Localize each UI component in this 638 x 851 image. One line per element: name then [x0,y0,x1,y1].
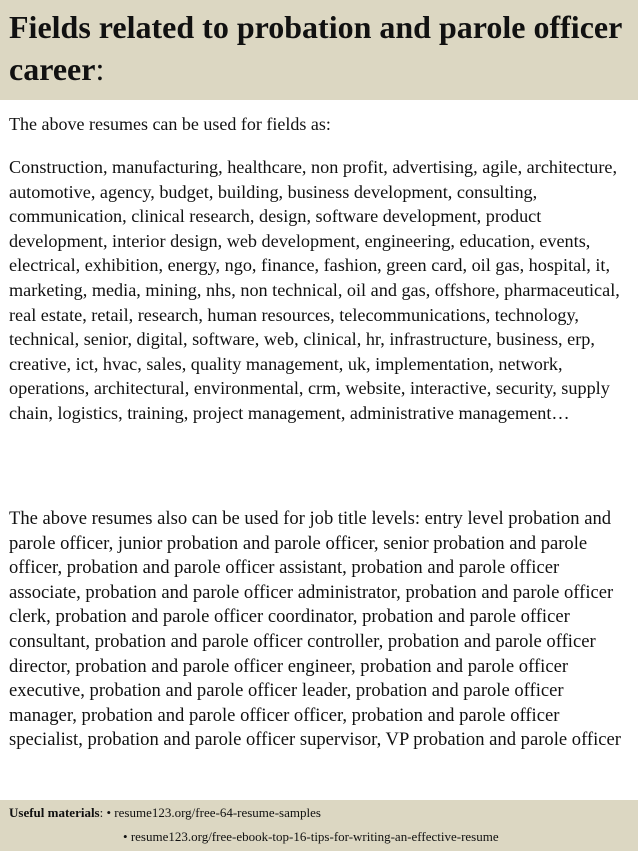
intro-text: The above resumes can be used for fields as: [9,114,331,134]
ebook-tips-link[interactable]: resume123.org/free-ebook-top-16-tips-for-writing-an-effective-resume [130,829,499,844]
job-titles-paragraph: The above resumes also can be used for job title levels: entry level probation and parole officer, junior probation and parole officer, senior probation and parole officer, probation and parole officer assistant, probation and parole officer associate, probation and parole officer administrator, probation and parole officer clerk, probation and parole officer coordinator, probation and parole officer consultant, probation and parole officer controller, probation and parole officer director, probation and parole officer engineer, probation and parole officer executive, probation and parole officer leader, probation and parole officer manager, probation and parole officer officer, probation and parole officer specialist, probation and parole officer supervisor, VP probation and parole officer [9,508,621,751]
footer-banner [0,800,638,851]
page-title [9,6,629,90]
fields-list-paragraph: Construction, manufacturing, healthcare, non profit, advertising, agile, architecture, automotive, agency, budget, building, business development, consulting, communication, clinical research, design, software development, product development, interior design, web development, engineering, education, events, electrical, exhibition, energy, ngo, finance, fashion, green card, oil gas, hospital, it, marketing, media, mining, nhs, non technical, oil and gas, offshore, pharmaceutical, real estate, retail, research, human resources, telecommunications, technology, technical, senior, digital, software, web, clinical, hr, infrastructure, business, erp, creative, ict, hvac, sales, quality management, uk, implementation, network, operations, architectural, environmental, crm, website, interactive, security, supply chain, logistics, training, project management, administrative management… [9,157,620,423]
resume-samples-link[interactable]: resume123.org/free-64-resume-samples [114,805,321,820]
title-banner [0,0,638,100]
page-title-colon: : [95,51,105,87]
footer-bullet: • [123,829,131,844]
footer-separator: : • [99,805,115,820]
footer-line-1 [9,803,321,822]
footer-line-2 [123,827,499,846]
useful-materials-label: Useful materials [9,805,100,820]
page-title-text: Fields related to probation and parole officer career [9,9,622,87]
